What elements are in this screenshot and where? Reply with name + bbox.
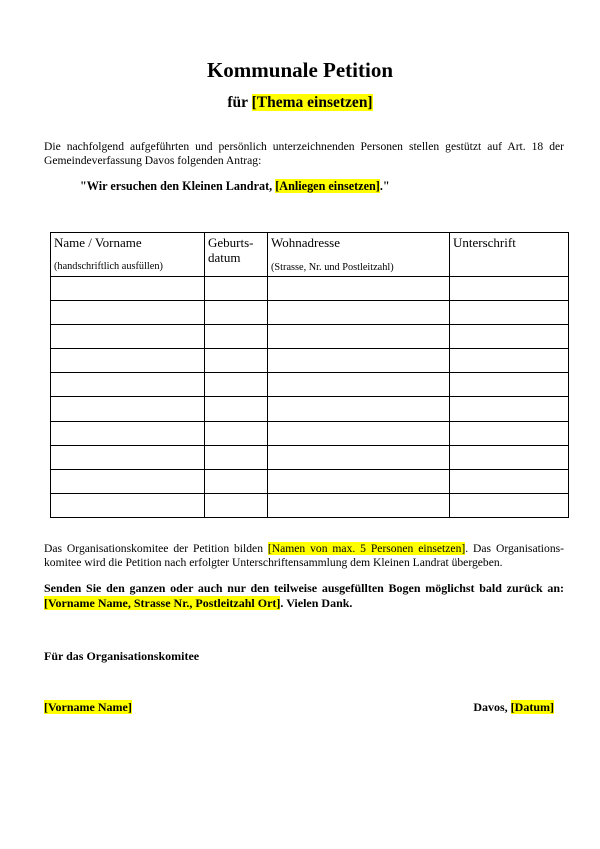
name-cell[interactable] xyxy=(51,445,205,469)
send-suffix: . Vielen Dank. xyxy=(280,596,353,610)
place-date xyxy=(473,700,554,715)
table-row xyxy=(51,325,569,349)
organisation-prefix: Das Organisationskomitee der Petition bilden xyxy=(44,542,268,555)
birthdate-cell[interactable] xyxy=(205,421,268,445)
address-cell[interactable] xyxy=(268,277,450,301)
address-cell[interactable] xyxy=(268,397,450,421)
table-row xyxy=(51,469,569,493)
table-row xyxy=(51,493,569,517)
address-cell[interactable] xyxy=(268,349,450,373)
committee-names-placeholder: [Namen von max. 5 Personen einsetzen] xyxy=(267,542,466,555)
name-cell[interactable] xyxy=(51,469,205,493)
birthdate-cell[interactable] xyxy=(205,277,268,301)
document-title: Kommunale Petition xyxy=(206,58,394,82)
address-cell[interactable] xyxy=(268,445,450,469)
place-label: Davos, xyxy=(473,700,511,714)
name-cell[interactable] xyxy=(51,421,205,445)
header-address-label: Wohnadresse xyxy=(271,235,340,250)
signature-cell[interactable] xyxy=(450,349,569,373)
signature-cell[interactable] xyxy=(450,325,569,349)
signature-cell[interactable] xyxy=(450,397,569,421)
committee-label: Für das Organisationskomitee xyxy=(44,649,200,663)
address-cell[interactable] xyxy=(268,301,450,325)
document-subtitle xyxy=(0,94,600,112)
table-row xyxy=(51,301,569,325)
signature-cell[interactable] xyxy=(450,373,569,397)
name-cell[interactable] xyxy=(51,301,205,325)
signature-cell[interactable] xyxy=(450,493,569,517)
topic-placeholder: [Thema einsetzen] xyxy=(251,94,373,111)
table-row xyxy=(51,445,569,469)
header-signature-label: Unterschrift xyxy=(453,235,516,250)
table-row xyxy=(51,397,569,421)
request-prefix: "Wir ersuchen den Kleinen Landrat, xyxy=(80,179,276,193)
table-header-row xyxy=(51,233,569,277)
signature-cell[interactable] xyxy=(450,277,569,301)
birthdate-cell[interactable] xyxy=(205,301,268,325)
header-name-note: (handschriftlich ausfüllen) xyxy=(54,261,163,272)
name-cell[interactable] xyxy=(51,325,205,349)
request-suffix: ." xyxy=(379,179,390,193)
birthdate-cell[interactable] xyxy=(205,493,268,517)
address-cell[interactable] xyxy=(268,493,450,517)
header-name xyxy=(51,233,205,277)
birthdate-cell[interactable] xyxy=(205,469,268,493)
header-address xyxy=(268,233,450,277)
header-birthdate xyxy=(205,233,268,277)
send-prefix: Senden Sie den ganzen oder auch nur den teilweise ausgefüllten Bogen möglichst bald zurück an: xyxy=(44,581,564,595)
name-cell[interactable] xyxy=(51,397,205,421)
request-statement xyxy=(80,179,390,194)
name-cell[interactable] xyxy=(51,493,205,517)
intro-paragraph: Die nachfolgend aufgeführten und persönlich unterzeichnenden Personen stellen gestützt auf Art. 18 der Gemeindeverfassung Davos folgenden Antrag: xyxy=(44,140,564,167)
address-cell[interactable] xyxy=(268,469,450,493)
table-row xyxy=(51,277,569,301)
subtitle-prefix: für xyxy=(227,94,252,111)
signature-cell[interactable] xyxy=(450,445,569,469)
signature-table xyxy=(50,232,569,518)
address-cell[interactable] xyxy=(268,373,450,397)
return-instructions xyxy=(44,581,564,611)
birthdate-cell[interactable] xyxy=(205,325,268,349)
name-cell[interactable] xyxy=(51,277,205,301)
name-cell[interactable] xyxy=(51,373,205,397)
concern-placeholder: [Anliegen einsetzen] xyxy=(275,179,380,193)
signer-placeholder xyxy=(44,700,132,715)
return-address-placeholder: [Vorname Name, Strasse Nr., Postleitzahl Ort] xyxy=(44,596,281,610)
address-cell[interactable] xyxy=(268,421,450,445)
date-placeholder: [Datum] xyxy=(510,700,554,714)
birthdate-cell[interactable] xyxy=(205,349,268,373)
name-cell[interactable] xyxy=(51,349,205,373)
signature-cell[interactable] xyxy=(450,469,569,493)
header-address-note: (Strasse, Nr. und Postleitzahl) xyxy=(271,262,394,273)
table-row xyxy=(51,373,569,397)
organisation-paragraph xyxy=(44,542,564,570)
signature-cell[interactable] xyxy=(450,301,569,325)
header-signature xyxy=(450,233,569,277)
birthdate-cell[interactable] xyxy=(205,445,268,469)
address-cell[interactable] xyxy=(268,325,450,349)
birthdate-cell[interactable] xyxy=(205,373,268,397)
table-row xyxy=(51,421,569,445)
signer-name-placeholder: [Vorname Name] xyxy=(44,700,132,714)
header-birthdate-label: Geburts-datum xyxy=(208,235,254,265)
birthdate-cell[interactable] xyxy=(205,397,268,421)
signature-cell[interactable] xyxy=(450,421,569,445)
organisation-suffix: . Das Organisations-komitee wird die Petition nach erfolgter Unterschriftensammlung dem Kleinen Landrat übergeben. xyxy=(44,542,564,569)
header-name-label: Name / Vorname xyxy=(54,235,142,250)
table-row xyxy=(51,349,569,373)
